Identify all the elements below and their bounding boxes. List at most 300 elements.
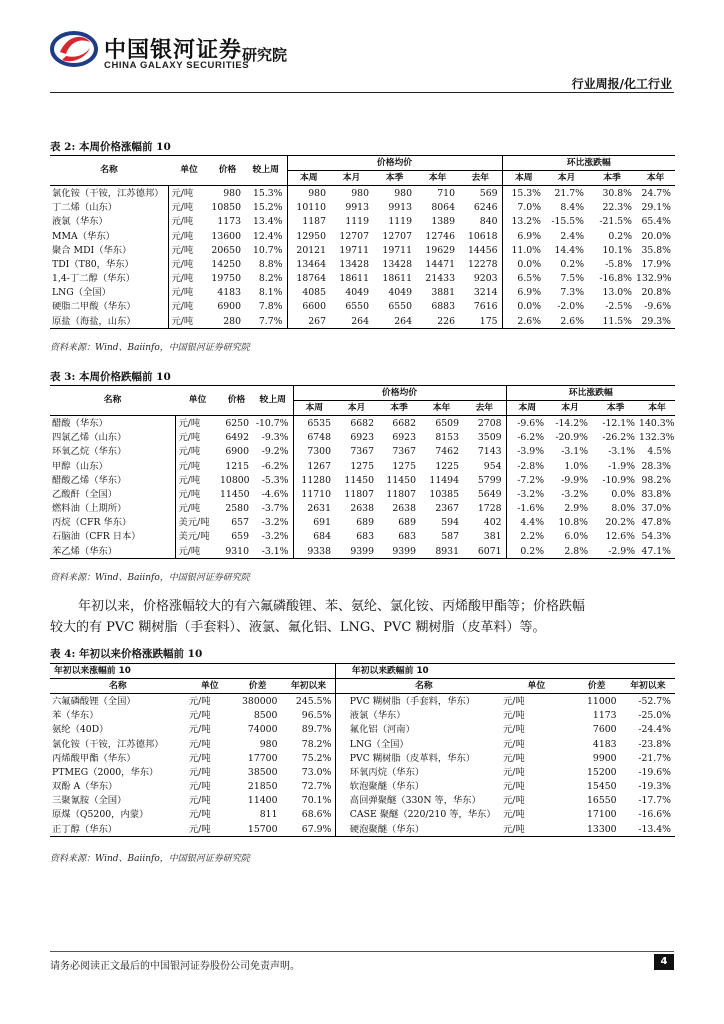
cell-value: 710 (437, 187, 455, 199)
cell-value: 15200 (587, 766, 617, 778)
cell-value: 78.2% (301, 738, 332, 750)
cell-unit: 元/吨 (178, 417, 201, 429)
cell-value: 20121 (296, 244, 326, 256)
col-header-avg: 本季 (373, 171, 416, 186)
cell-value: 2.6% (545, 314, 588, 329)
cell-unit: 元/吨 (502, 781, 525, 793)
cell-value: 0.0% (517, 301, 542, 313)
cell-value: 8.0% (611, 503, 636, 515)
cell-unit: 元/吨 (178, 503, 201, 515)
cell-value: 2580 (225, 503, 249, 515)
cell-value: 402 (463, 516, 506, 530)
cell-value: 18764 (296, 273, 326, 285)
cell-value: 954 (463, 459, 506, 473)
cell-value: 0.0% (611, 488, 636, 500)
table-row (50, 487, 675, 501)
cell-value: 70.1% (301, 795, 332, 807)
cell-value: 1119 (345, 216, 369, 228)
cell-name: 乙酸酐（全国） (50, 487, 175, 501)
table-row (50, 459, 675, 473)
cell-value: -3.1% (253, 544, 293, 559)
cell-value: 6.0% (564, 531, 589, 543)
cell-value: 98.2% (641, 474, 672, 486)
cell-name: CASE 聚醚（220/210 等，华东） (349, 809, 496, 821)
cell-name: 丙烯酸甲酯（华东） (52, 752, 136, 764)
cell-value: 4085 (302, 287, 326, 299)
cell-unit: 元/吨 (171, 216, 194, 228)
col-header-wow: 较上周 (245, 156, 287, 186)
cell-value: 2.4% (560, 230, 585, 242)
table-row (50, 229, 675, 243)
cell-value: 4183 (217, 287, 241, 299)
cell-value: 38500 (247, 766, 278, 778)
cell-name: 甲醇（山东） (50, 459, 175, 473)
galaxy-logo-icon (50, 30, 98, 68)
col-header: 单位 (500, 679, 573, 694)
cell-value: 47.8% (641, 517, 672, 529)
table-row (50, 780, 675, 794)
cell-value: 13.2% (511, 216, 542, 228)
cell-value: 15700 (234, 822, 282, 837)
cell-value: -5.8% (605, 258, 633, 270)
cell-value: 12.4% (245, 229, 287, 243)
section-gap (336, 822, 348, 837)
cell-value: -1.9% (608, 460, 636, 472)
paragraph-line-2: 较大的有 PVC 糊树脂（手套料）、液氯、氟化铝、LNG、PVC 糊树脂（皮革料）等。 (50, 620, 546, 635)
cell-value: 20650 (211, 244, 241, 256)
cell-unit: 元/吨 (171, 202, 194, 214)
cell-value: 6.5% (517, 273, 542, 285)
cell-name: 丙烷（CFR 华东） (50, 516, 175, 530)
cell-name: 四氯乙烯（山东） (50, 431, 175, 445)
table2-caption: 表 2: 本周价格涨幅前 10 (50, 141, 171, 153)
cell-value: 9399 (335, 544, 378, 559)
cell-value: -12.1% (602, 417, 636, 429)
cell-value: 22.3% (602, 202, 633, 214)
table4-body (50, 694, 675, 837)
cell-name: PTMEG（2000，华东） (52, 766, 159, 778)
cell-value: 17700 (247, 752, 278, 764)
cell-value: 20.2% (605, 517, 636, 529)
col-header-unit: 单位 (175, 386, 220, 416)
cell-value: 12278 (459, 257, 502, 271)
col-group-chg: 环比涨跌幅 (502, 156, 675, 171)
cell-value: 8.1% (245, 286, 287, 300)
cell-value: 226 (416, 314, 459, 329)
cell-value: -2.0% (557, 301, 585, 313)
cell-name: LNG（全国） (50, 286, 168, 300)
cell-value: 11807 (386, 488, 416, 500)
table-row (50, 300, 675, 314)
cell-value: 11710 (301, 488, 331, 500)
cell-value: 11400 (247, 795, 278, 807)
cell-value: 1173 (217, 216, 241, 228)
cell-value: 10385 (429, 488, 459, 500)
cell-unit: 元/吨 (171, 258, 194, 270)
col-header-price: 价格 (210, 156, 245, 186)
cell-unit: 元/吨 (502, 766, 525, 778)
cell-value: 1225 (435, 460, 459, 472)
paragraph-line-1: 年初以来，价格涨幅较大的有六氟磷酸锂、苯、氨纶、氯化铵、丙烯酸甲酯等；价格跌幅 (78, 599, 586, 614)
cell-name: 液氯（华东） (50, 215, 168, 229)
section-gap (336, 780, 348, 794)
cell-name: 六氟磷酸锂（全国） (52, 695, 136, 707)
table-row (50, 502, 675, 516)
table-row (50, 257, 675, 271)
brand-institute: 研究院 (242, 46, 288, 64)
cell-value: 6550 (345, 301, 369, 313)
cell-value: 20.0% (641, 230, 672, 242)
cell-name: MMA（华东） (50, 229, 168, 243)
cell-value: 691 (313, 517, 331, 529)
cell-value: 657 (231, 517, 249, 529)
cell-value: 47.1% (639, 544, 675, 559)
section-gap (336, 694, 348, 709)
header-row (50, 679, 675, 694)
cell-value: 10.7% (245, 243, 287, 257)
cell-value: 8153 (435, 432, 459, 444)
cell-value: 6923 (392, 432, 416, 444)
table-row (50, 473, 675, 487)
col-header: 价差 (234, 679, 282, 694)
cell-value: -3.2% (561, 488, 589, 500)
table-row (50, 516, 675, 530)
col-header: 年初以来 (621, 679, 675, 694)
cell-value: -10.9% (602, 474, 636, 486)
cell-value: -17.7% (638, 795, 671, 807)
cell-unit: 元/吨 (171, 287, 194, 299)
cell-unit: 元/吨 (171, 230, 194, 242)
table-row (50, 723, 675, 737)
header-row (50, 156, 675, 171)
cell-value: -13.4% (621, 822, 675, 837)
cell-value: 1267 (307, 460, 331, 472)
cell-unit: 元/吨 (188, 795, 211, 807)
table-row (50, 186, 675, 201)
col-header-avg: 本年 (416, 171, 459, 186)
col-header-avg: 本季 (378, 401, 420, 416)
cell-value: 3509 (463, 431, 506, 445)
cell-value: 1.0% (564, 460, 589, 472)
cell-value: 683 (398, 531, 416, 543)
cell-value: -21.7% (638, 752, 671, 764)
cell-value: 6900 (217, 301, 241, 313)
cell-value: 10110 (296, 202, 326, 214)
cell-value: -2.9% (592, 544, 639, 559)
cell-value: 7.3% (560, 287, 585, 299)
cell-unit: 元/吨 (502, 752, 525, 764)
cell-value: -20.9% (555, 432, 589, 444)
col-header-chg: 本年 (636, 171, 675, 186)
cell-value: 4049 (345, 287, 369, 299)
cell-name: 环氧乙烷（华东） (50, 445, 175, 459)
cell-value: 2.2% (520, 531, 545, 543)
cell-value: 18611 (382, 273, 412, 285)
table3 (50, 385, 675, 559)
cell-value: 74000 (247, 724, 278, 736)
cell-name: PVC 糊树脂（手套料，华东） (349, 695, 476, 707)
cell-value: 980 (259, 738, 278, 750)
cell-value: 980 (351, 187, 369, 199)
col-group-chg: 环比涨跌幅 (506, 386, 675, 401)
cell-unit: 元/吨 (188, 695, 211, 707)
section-gap (336, 808, 348, 822)
cell-value: 9203 (459, 272, 502, 286)
cell-value: 6535 (307, 417, 331, 429)
cell-value: -9.9% (561, 474, 589, 486)
body-paragraph (50, 596, 675, 638)
cell-name: 硬泡聚醚（华东） (348, 822, 500, 837)
table4-caption: 表 4: 年初以来价格涨跌幅前 10 (50, 648, 203, 660)
cell-value: 132.9% (636, 273, 672, 285)
cell-unit: 元/吨 (502, 695, 525, 707)
cell-value: 11807 (344, 488, 374, 500)
cell-unit: 美元/吨 (178, 517, 210, 529)
section-gap (336, 765, 348, 779)
cell-value: 1389 (431, 216, 455, 228)
cell-value: 6883 (431, 301, 455, 313)
cell-value: 17.9% (641, 258, 672, 270)
cell-value: 132.3% (639, 432, 675, 444)
cell-value: 5799 (463, 473, 506, 487)
cell-value: -19.3% (638, 781, 671, 793)
cell-name: 丁二烯（山东） (50, 201, 168, 215)
cell-unit: 美元/吨 (178, 531, 210, 543)
cell-value: 8.8% (245, 257, 287, 271)
cell-value: 9338 (293, 544, 335, 559)
cell-value: 13600 (211, 230, 241, 242)
cell-value: 11280 (301, 474, 331, 486)
cell-unit: 元/吨 (175, 544, 220, 559)
cell-value: 12746 (425, 230, 455, 242)
cell-value: 264 (373, 314, 416, 329)
cell-value: 96.5% (301, 710, 332, 722)
cell-value: 140.3% (639, 417, 675, 429)
table-row (50, 794, 675, 808)
cell-value: -26.2% (602, 432, 636, 444)
cell-name: 液氯（华东） (349, 710, 406, 722)
cell-unit: 元/吨 (502, 809, 525, 821)
cell-value: 4183 (592, 738, 617, 750)
cell-value: 1728 (463, 502, 506, 516)
cell-value: 3881 (431, 287, 455, 299)
cell-value: 12707 (382, 230, 412, 242)
col-header-avg: 本周 (287, 171, 330, 186)
cell-unit: 元/吨 (168, 314, 210, 329)
col-header-chg: 本周 (502, 171, 545, 186)
cell-value: 12950 (296, 230, 326, 242)
cell-value: 2.9% (564, 503, 589, 515)
cell-value: 594 (441, 517, 459, 529)
section-title-row (50, 664, 675, 679)
cell-value: 11.0% (511, 244, 542, 256)
table-row (50, 445, 675, 459)
cell-unit: 元/吨 (178, 488, 201, 500)
cell-value: 7462 (435, 446, 459, 458)
cell-name: 硬脂二甲酸（华东） (50, 300, 168, 314)
cell-value: 10.8% (558, 517, 589, 529)
cell-value: -6.2% (253, 459, 293, 473)
cell-value: 980 (308, 187, 326, 199)
cell-value: 8931 (420, 544, 463, 559)
left-section-title: 年初以来涨幅前 10 (50, 664, 336, 679)
cell-value: -5.3% (253, 473, 293, 487)
cell-unit: 元/吨 (188, 809, 211, 821)
cell-value: 7616 (459, 300, 502, 314)
cell-value: 9900 (592, 752, 617, 764)
cell-name: 原盐（海盐，山东） (50, 314, 168, 329)
col-header-chg: 本周 (506, 401, 548, 416)
col-header-avg: 去年 (463, 401, 506, 416)
cell-value: 811 (259, 809, 278, 821)
footer-disclaimer: 请务必阅读正文最后的中国银河证券股份公司免责声明。 (50, 961, 300, 972)
cell-value: 14471 (425, 258, 455, 270)
col-header-chg: 本月 (548, 401, 592, 416)
cell-value: 0.2% (608, 230, 633, 242)
cell-value: 6.9% (517, 287, 542, 299)
section-gap (336, 709, 348, 723)
cell-unit: 元/吨 (171, 244, 194, 256)
cell-value: 6748 (307, 432, 331, 444)
cell-value: 75.2% (301, 752, 332, 764)
cell-value: 29.3% (636, 314, 675, 329)
col-header-avg: 本年 (420, 401, 463, 416)
cell-unit: 元/吨 (188, 710, 211, 722)
cell-value: 9310 (220, 544, 253, 559)
cell-value: 569 (459, 186, 502, 201)
table3-body (50, 416, 675, 559)
cell-value: 5649 (463, 487, 506, 501)
cell-value: 89.7% (301, 724, 332, 736)
cell-name: 双酚 A（华东） (52, 781, 118, 793)
cell-value: 840 (459, 215, 502, 229)
cell-value: 17100 (587, 809, 617, 821)
table-row (50, 694, 675, 709)
cell-name: PVC 糊树脂（皮革料，华东） (349, 752, 476, 764)
cell-value: 12707 (339, 230, 369, 242)
table3-caption: 表 3: 本周价格跌幅前 10 (50, 371, 171, 383)
cell-value: 13428 (382, 258, 412, 270)
cell-unit: 元/吨 (500, 822, 573, 837)
section-gap (336, 794, 348, 808)
cell-value: 13300 (573, 822, 621, 837)
cell-value: -3.7% (253, 502, 293, 516)
cell-name: 氨纶（40D） (52, 724, 109, 736)
cell-value: 0.2% (560, 258, 585, 270)
cell-value: 21.7% (554, 187, 585, 199)
cell-unit: 元/吨 (188, 738, 211, 750)
cell-value: 175 (459, 314, 502, 329)
section-gap (336, 751, 348, 765)
cell-value: 65.4% (641, 216, 672, 228)
cell-value: -25.0% (638, 710, 671, 722)
table-row (50, 272, 675, 286)
cell-unit: 元/吨 (186, 822, 234, 837)
section-gap (336, 723, 348, 737)
cell-value: 264 (330, 314, 373, 329)
cell-value: 16550 (587, 795, 617, 807)
table-row (50, 544, 675, 559)
cell-value: 29.1% (641, 202, 672, 214)
cell-value: 6071 (463, 544, 506, 559)
table-row (50, 530, 675, 544)
table-row (50, 431, 675, 445)
table-row (50, 201, 675, 215)
cell-name: 氯化铵（干铵，江苏德邦） (50, 186, 168, 201)
cell-value: 1173 (592, 710, 617, 722)
cell-unit: 元/吨 (502, 795, 525, 807)
cell-value: 4.5% (647, 446, 672, 458)
col-group-avg: 价格均价 (293, 386, 506, 401)
table-row (50, 808, 675, 822)
cell-value: 15.2% (245, 201, 287, 215)
col-header: 价差 (573, 679, 621, 694)
col-header: 名称 (348, 679, 500, 694)
cell-value: -7.2% (517, 474, 545, 486)
col-header-price: 价格 (220, 386, 253, 416)
cell-value: -52.7% (638, 695, 671, 707)
cell-value: 7600 (592, 724, 617, 736)
cell-name: 环氧丙烷（华东） (349, 766, 425, 778)
cell-name: 高回弹聚醚（330N 等，华东） (349, 795, 481, 807)
header-row (50, 386, 675, 401)
cell-value: 1215 (225, 460, 249, 472)
cell-value: 7143 (463, 445, 506, 459)
cell-value: 67.9% (281, 822, 335, 837)
cell-value: 8.2% (245, 272, 287, 286)
cell-value: -9.6% (517, 417, 545, 429)
table2-body (50, 186, 675, 329)
cell-name: 软泡聚醚（华东） (349, 781, 425, 793)
cell-value: -4.6% (253, 487, 293, 501)
cell-value: 19711 (382, 244, 412, 256)
cell-value: 11450 (344, 474, 374, 486)
col-header-wow: 较上周 (253, 386, 293, 416)
cell-value: 6550 (388, 301, 412, 313)
cell-value: -10.7% (253, 416, 293, 431)
cell-value: 2367 (435, 503, 459, 515)
table2 (50, 155, 675, 329)
cell-value: 6923 (350, 432, 374, 444)
cell-name: 苯乙烯（华东） (50, 544, 175, 559)
cell-unit: 元/吨 (178, 432, 201, 444)
cell-unit: 元/吨 (188, 752, 211, 764)
cell-value: 2638 (392, 503, 416, 515)
cell-value: 1187 (302, 216, 326, 228)
cell-unit: 元/吨 (178, 460, 201, 472)
cell-unit: 元/吨 (188, 724, 211, 736)
cell-name: 氯化铵（干铵，江苏德邦） (52, 738, 164, 750)
cell-value: -19.6% (638, 766, 671, 778)
cell-value: -2.8% (517, 460, 545, 472)
cell-value: 20.8% (641, 287, 672, 299)
cell-value: 73.0% (301, 766, 332, 778)
cell-value: 15450 (587, 781, 617, 793)
cell-value: -24.4% (638, 724, 671, 736)
col-header-avg: 本月 (330, 171, 373, 186)
cell-value: 7300 (307, 446, 331, 458)
cell-value: 30.8% (602, 187, 633, 199)
cell-name: 正丁醇（华东） (50, 822, 186, 837)
cell-value: 37.0% (641, 503, 672, 515)
col-header-chg: 本季 (588, 171, 636, 186)
cell-value: 10850 (211, 202, 241, 214)
cell-value: 13.4% (245, 215, 287, 229)
table-row (50, 709, 675, 723)
cell-value: 15.3% (511, 187, 542, 199)
cell-name: 醋酸乙烯（华东） (50, 473, 175, 487)
cell-value: -3.9% (517, 446, 545, 458)
